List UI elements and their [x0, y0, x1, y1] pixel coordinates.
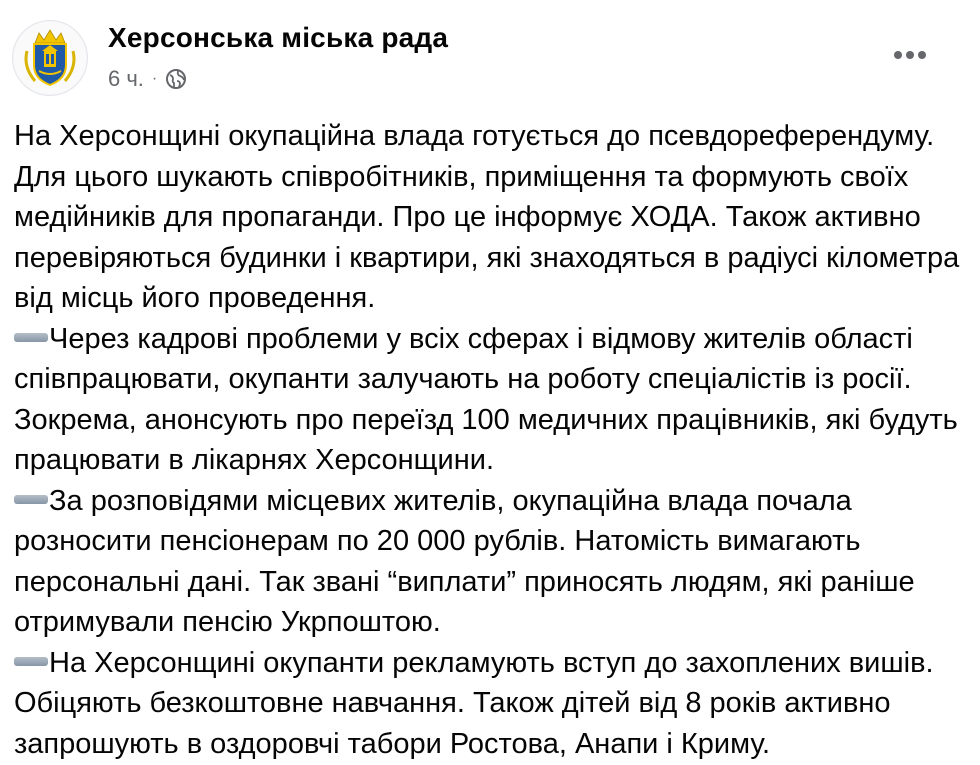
more-horizontal-icon: [892, 50, 928, 60]
coat-of-arms-icon: [13, 21, 87, 95]
post-paragraph: [14, 116, 974, 319]
post-paragraph: [14, 481, 974, 643]
post-meta: [108, 66, 187, 92]
post-time[interactable]: 6 ч.: [108, 66, 144, 91]
post-header: [0, 0, 980, 110]
page-avatar-emblem[interactable]: [12, 20, 88, 96]
globe-icon[interactable]: [165, 68, 187, 90]
post-paragraph: [14, 319, 974, 481]
post-paragraph: [14, 643, 974, 765]
dash-bullet-icon: [14, 495, 48, 504]
paragraph-text: На Херсонщині окупанти рекламують вступ до захоплених вишів. Обіцяють безкоштовне навчання. Також дітей від 8 років активно запрошують в оздоровчі табори Ростова, Анапи і Криму.: [14, 646, 934, 760]
dash-bullet-icon: [14, 657, 48, 666]
dash-bullet-icon: [14, 333, 48, 342]
page-name[interactable]: Херсонська міська рада: [108, 22, 449, 53]
more-options-button[interactable]: [880, 30, 940, 80]
meta-separator: ·: [151, 70, 158, 87]
post-text: [14, 116, 974, 764]
paragraph-text: За розповідями місцевих жителів, окупаційна влада почала розносити пенсіонерам по 20 000 рублів. Натомість вимагають персональні дані. Так звані “виплати” приносять людям, які раніше отримували пенсію Укрпоштою.: [14, 484, 915, 638]
paragraph-text: Через кадрові проблеми у всіх сферах і відмову жителів області співпрацювати, окупанти залучають на роботу спеціалістів із росії. Зокрема, анонсують про переїзд 100 медичних працівників, які будуть працювати в лікарнях Херсонщини.: [14, 322, 958, 476]
paragraph-text: На Херсонщині окупаційна влада готується до псевдореферендуму. Для цього шукають співробітників, приміщення та формують своїх медійників для пропаганди. Про це інформує ХОДА. Також активно перевіряються будинки і квартири, які знаходяться в радіусі кілометра від місць його проведення.: [14, 120, 960, 314]
